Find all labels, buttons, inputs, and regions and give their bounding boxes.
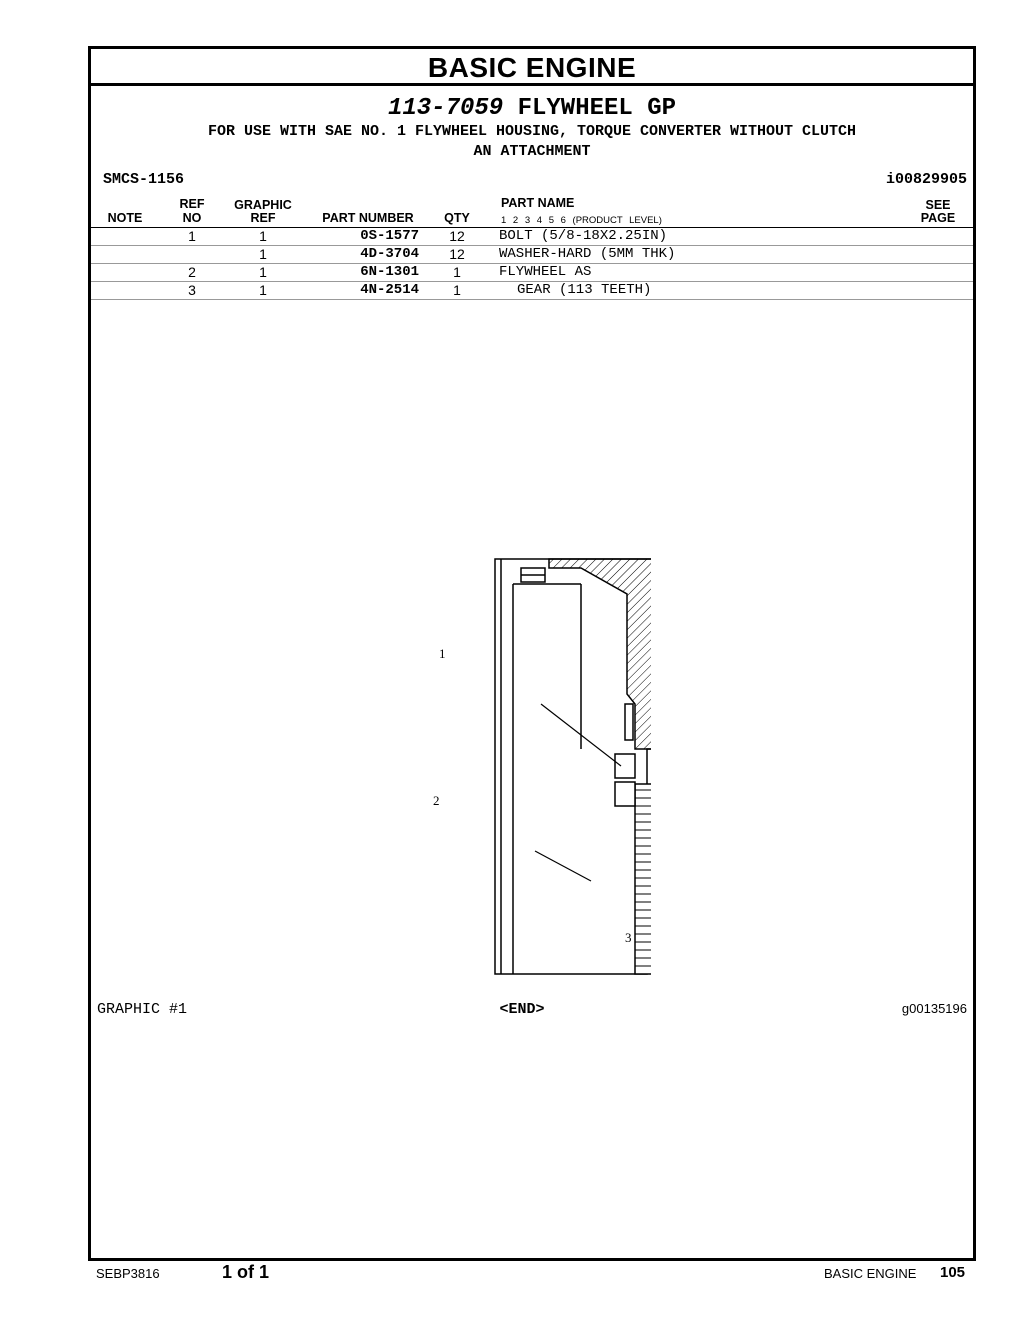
group-name: FLYWHEEL GP — [517, 95, 677, 122]
row-part-name-indented: GEAR (113 TEETH) — [517, 282, 652, 298]
row-part-name: FLYWHEEL AS — [499, 264, 592, 280]
section-title-band — [91, 49, 973, 86]
graphic-identifier: g00135196 — [901, 1001, 967, 1016]
row-graphic-ref: 1 — [259, 264, 267, 280]
group-description-line1: FOR USE WITH SAE NO. 1 FLYWHEEL HOUSING, TORQUE CONVERTER WITHOUT CLUTCH — [207, 123, 857, 140]
row-qty: 12 — [449, 228, 465, 244]
footer-page-count: 1 of 1 — [222, 1262, 270, 1282]
smcs-code: SMCS-1156 — [103, 171, 185, 188]
row-graphic-ref: 1 — [259, 228, 267, 244]
row-qty: 1 — [453, 282, 461, 298]
group-description-line2: AN ATTACHMENT — [473, 143, 591, 160]
row-ref-no: 1 — [188, 228, 196, 244]
col-ref-bottom: NO — [182, 211, 202, 225]
row-ref-no: 3 — [188, 282, 196, 298]
footer-page-number: 105 — [940, 1264, 966, 1281]
col-note: NOTE — [107, 211, 143, 225]
footer-section: BASIC ENGINE — [824, 1266, 917, 1281]
callout-2: 2 — [433, 793, 440, 808]
callout-3: 3 — [625, 930, 632, 945]
row-graphic-ref: 1 — [259, 282, 267, 298]
row-part-number: 4N-2514 — [360, 282, 419, 298]
graphic-caption: GRAPHIC #1 — [97, 1001, 188, 1018]
section-title: BASIC ENGINE — [427, 52, 637, 83]
col-graphic-bottom: REF — [250, 211, 276, 225]
col-product-levels: 1 2 3 4 5 6 (PRODUCT LEVEL) — [501, 215, 662, 226]
col-graphic-top: GRAPHIC — [234, 198, 292, 212]
flywheel-drawing — [431, 554, 651, 994]
footer-doc-number: SEBP3816 — [96, 1266, 160, 1281]
row-part-name: WASHER-HARD (5MM THK) — [499, 246, 676, 262]
callout-1: 1 — [439, 646, 446, 661]
row-qty: 1 — [453, 264, 461, 280]
page-frame — [88, 46, 976, 1261]
col-see-bottom: PAGE — [920, 211, 956, 225]
row-part-number: 0S-1577 — [360, 228, 419, 244]
col-part-name: PART NAME — [501, 196, 575, 210]
group-title — [91, 95, 973, 122]
col-see-top: SEE — [925, 198, 951, 212]
row-divider — [91, 299, 973, 300]
col-part-number: PART NUMBER — [322, 211, 414, 225]
document-identifier: i00829905 — [885, 171, 967, 188]
row-qty: 12 — [449, 246, 465, 262]
end-marker: <END> — [499, 1001, 545, 1018]
group-number: 113-7059 — [387, 95, 504, 122]
col-ref-top: REF — [179, 197, 205, 211]
row-part-number: 6N-1301 — [360, 264, 419, 280]
row-part-name: BOLT (5/8-18X2.25IN) — [499, 228, 668, 244]
row-part-number: 4D-3704 — [360, 246, 419, 262]
row-graphic-ref: 1 — [259, 246, 267, 262]
row-ref-no: 2 — [188, 264, 196, 280]
col-qty: QTY — [444, 211, 470, 225]
